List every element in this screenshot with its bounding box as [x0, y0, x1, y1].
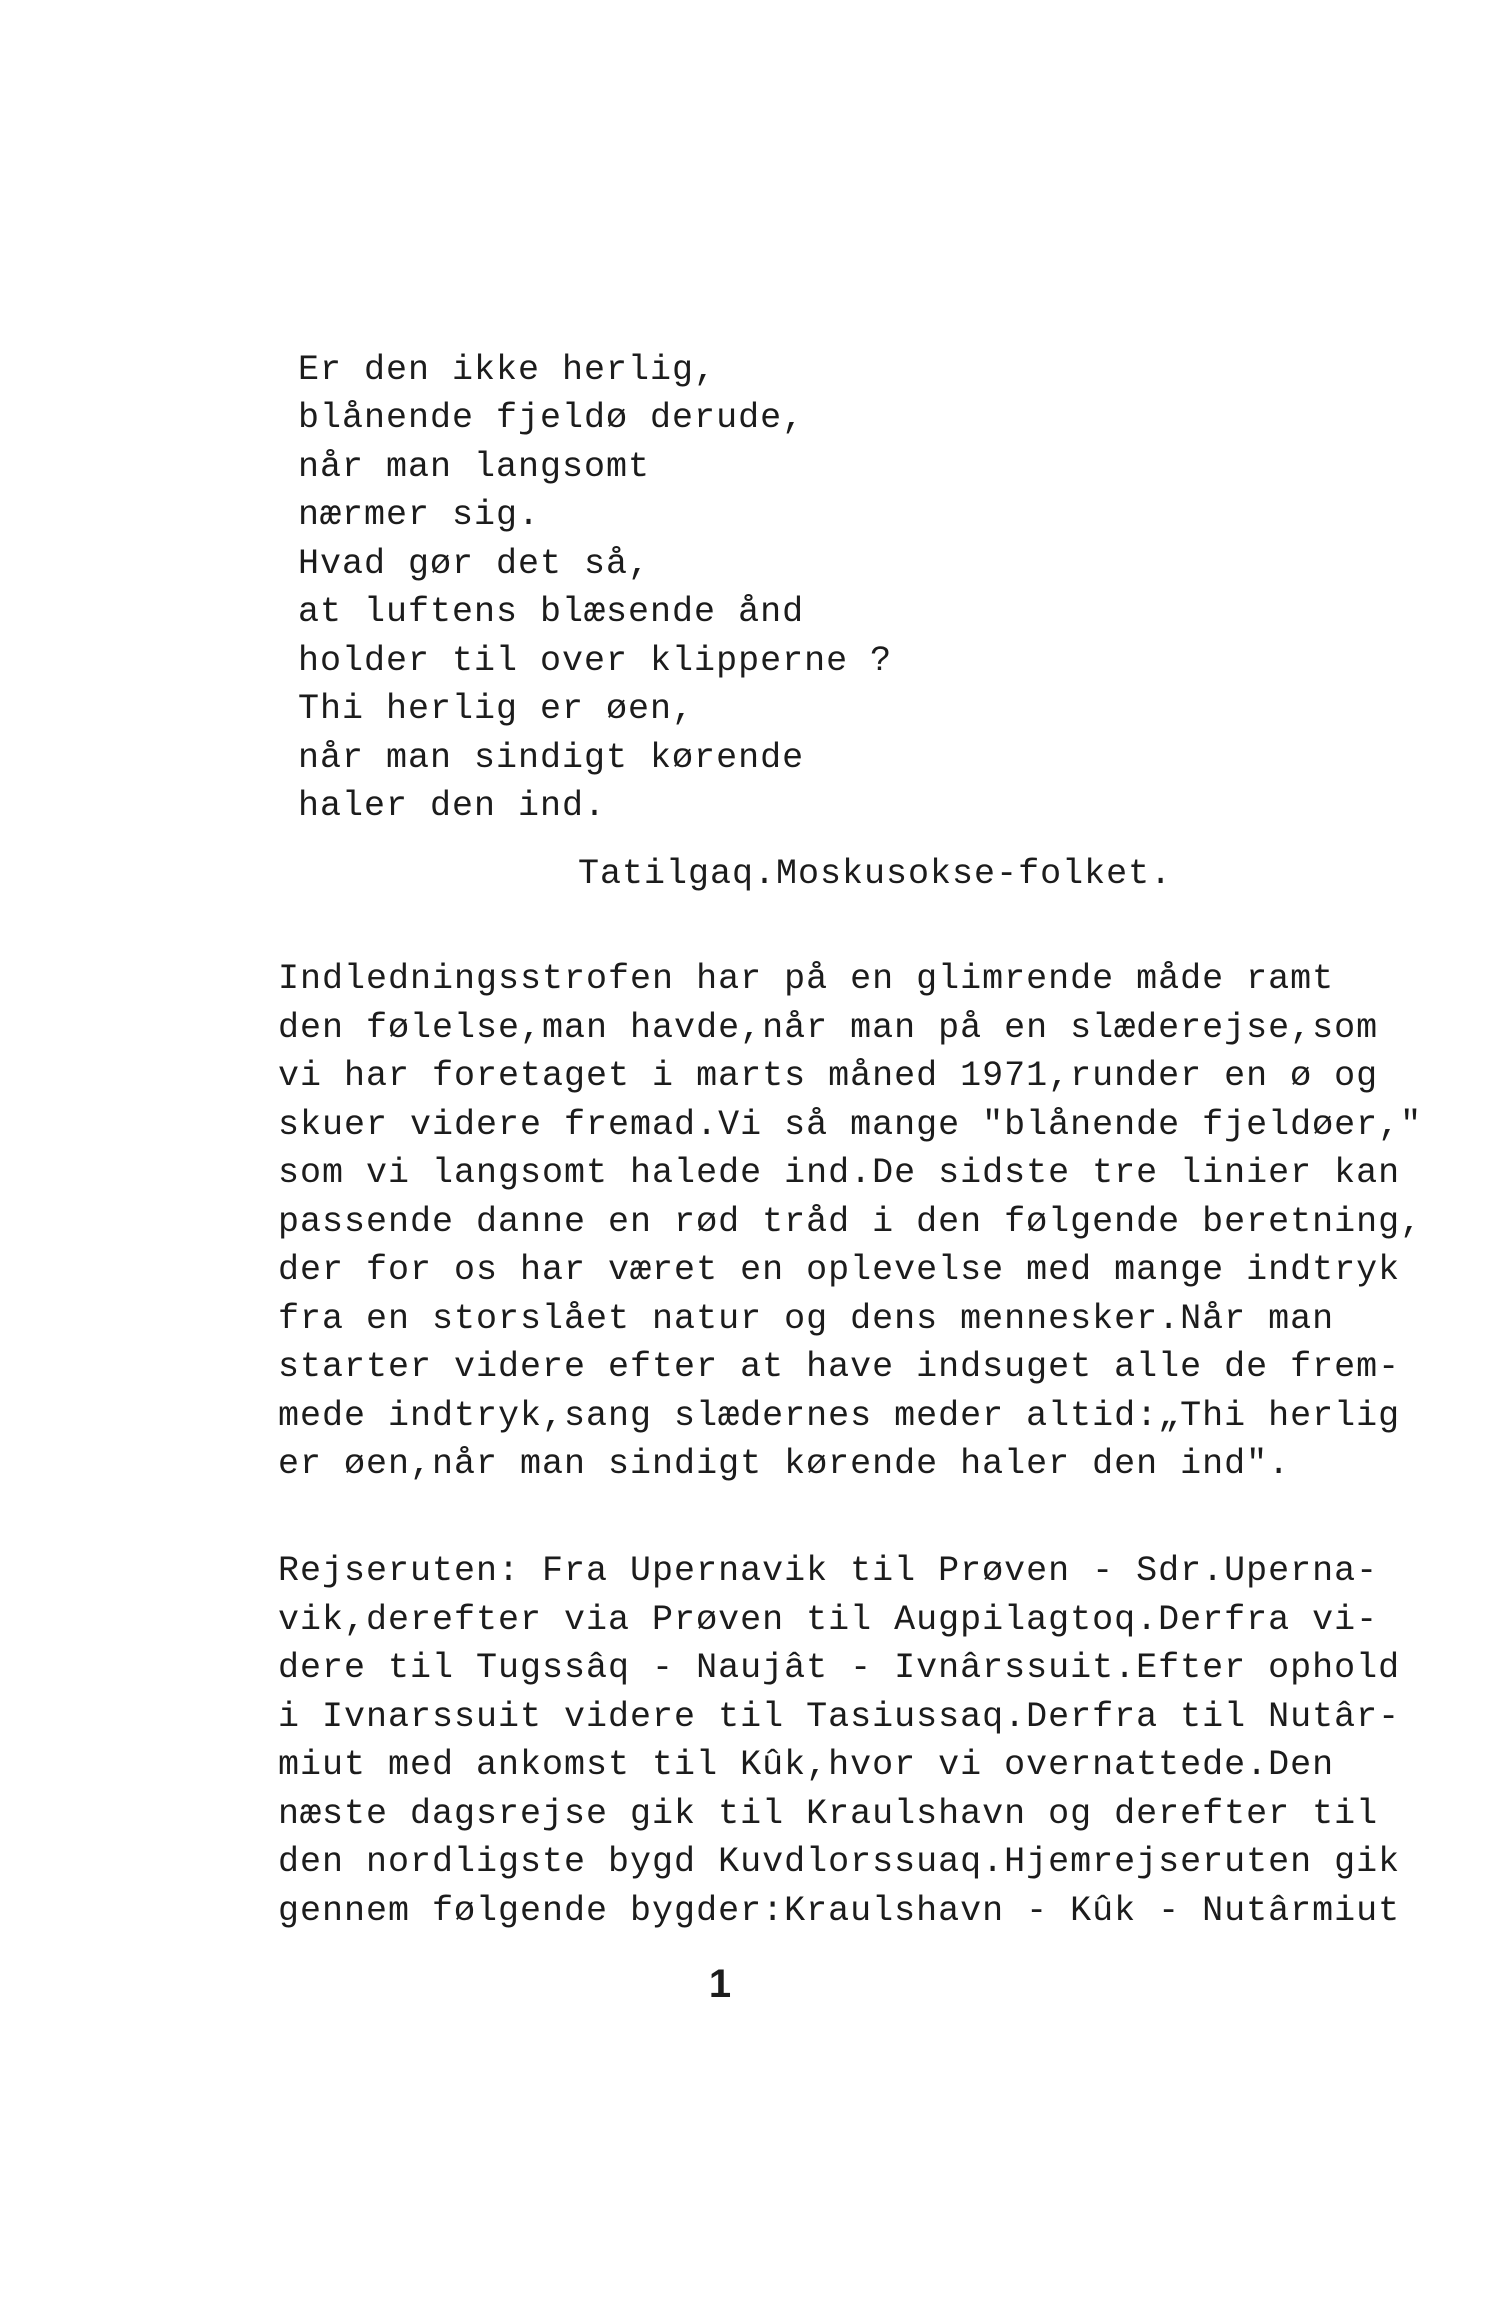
paragraph-line: i Ivnarssuit videre til Tasiussaq.Derfra til Nutâr-: [278, 1697, 1401, 1737]
paragraph-line: mede indtryk,sang slædernes meder altid:„Thi herlig: [278, 1396, 1401, 1436]
paragraph-line: Rejseruten: Fra Upernavik til Prøven - Sdr.Uperna-: [278, 1551, 1379, 1591]
paragraph-line: Indledningsstrofen har på en glimrende måde ramt: [278, 959, 1335, 999]
paragraph-line: starter videre efter at have indsuget alle de frem-: [278, 1347, 1401, 1387]
poem-line: at luftens blæsende ånd: [298, 592, 805, 632]
poem-line: Thi herlig er øen,: [298, 689, 695, 729]
poem-line: holder til over klipperne ?: [298, 641, 893, 681]
poem-line: nærmer sig.: [298, 495, 541, 535]
paragraph-line: der for os har været en oplevelse med mange indtryk: [278, 1250, 1401, 1290]
paragraph-line: den nordligste bygd Kuvdlorssuaq.Hjemrejseruten gik: [278, 1842, 1401, 1882]
paragraph-line: gennem følgende bygder:Kraulshavn - Kûk - Nutârmiut: [278, 1891, 1401, 1931]
poem-line: når man langsomt: [298, 447, 651, 487]
paragraph-line: vik,derefter via Prøven til Augpilagtoq.Derfra vi-: [278, 1600, 1379, 1640]
paragraph-line: dere til Tugssâq - Naujât - Ivnârssuit.Efter ophold: [278, 1648, 1401, 1688]
poem-line: haler den ind.: [298, 786, 607, 826]
poem-line: Er den ikke herlig,: [298, 350, 717, 390]
page-number: 1: [708, 1962, 732, 2006]
paragraph-line: skuer videre fremad.Vi så mange "blånende fjeldøer,": [278, 1105, 1423, 1145]
paragraph-line: fra en storslået natur og dens mennesker.Når man: [278, 1299, 1335, 1339]
paragraph-line: vi har foretaget i marts måned 1971,runder en ø og: [278, 1056, 1379, 1096]
paragraph-line: er øen,når man sindigt kørende haler den ind".: [278, 1444, 1291, 1484]
paragraph-line: miut med ankomst til Kûk,hvor vi overnattede.Den: [278, 1745, 1335, 1785]
paragraph-line: som vi langsomt halede ind.De sidste tre linier kan: [278, 1153, 1401, 1193]
paragraph-line: passende danne en rød tråd i den følgende beretning,: [278, 1202, 1423, 1242]
paragraph-line: næste dagsrejse gik til Kraulshavn og derefter til: [278, 1794, 1379, 1834]
paragraph-line: den følelse,man havde,når man på en slæderejse,som: [278, 1008, 1379, 1048]
poem-line: Hvad gør det så,: [298, 544, 651, 584]
poem-line: blånende fjeldø derude,: [298, 398, 805, 438]
poem-line: når man sindigt kørende: [298, 738, 805, 778]
poem-attribution: Tatilgaq.Moskusokse-folket.: [578, 854, 1173, 894]
